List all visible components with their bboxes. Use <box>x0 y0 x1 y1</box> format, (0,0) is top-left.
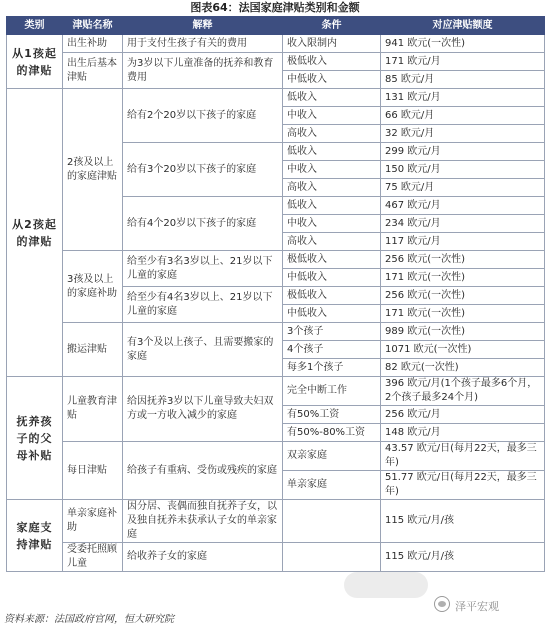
table-row <box>7 377 545 406</box>
amount-cell: 117 欧元/月 <box>381 233 545 251</box>
amount-cell: 941 欧元(一次性) <box>381 35 545 53</box>
source-note: 资料来源：法国政府官网，恒大研究院 <box>4 614 174 625</box>
category-cell: 从1孩起的津贴 <box>7 35 63 89</box>
amount-cell: 32 欧元/月 <box>381 125 545 143</box>
table-row <box>7 442 545 471</box>
amount-cell: 66 欧元/月 <box>381 107 545 125</box>
explanation-cell: 给有3个20岁以下孩子的家庭 <box>123 143 283 197</box>
allowance-name-cell: 搬运津贴 <box>63 323 123 377</box>
allowance-name-cell: 受委托照顾儿童 <box>63 543 123 572</box>
condition-cell: 高收入 <box>283 179 381 197</box>
allowance-table <box>6 16 545 572</box>
explanation-cell: 给孩子有重病、受伤或残疾的家庭 <box>123 442 283 500</box>
amount-cell: 299 欧元/月 <box>381 143 545 161</box>
explanation-cell: 给收养子女的家庭 <box>123 543 283 572</box>
allowance-name-cell: 出生补助 <box>63 35 123 53</box>
table-row <box>7 35 545 53</box>
header-allowance-name: 津贴名称 <box>63 17 123 35</box>
table-row <box>7 323 545 341</box>
header-category: 类别 <box>7 17 63 35</box>
wechat-icon <box>434 596 450 612</box>
allowance-name-cell: 3孩及以上的家庭补助 <box>63 251 123 323</box>
amount-cell: 75 欧元/月 <box>381 179 545 197</box>
condition-cell: 每多1个孩子 <box>283 359 381 377</box>
amount-cell: 171 欧元(一次性) <box>381 305 545 323</box>
explanation-cell: 给有2个20岁以下孩子的家庭 <box>123 89 283 143</box>
table-row <box>7 89 545 107</box>
header-explanation: 解释 <box>123 17 283 35</box>
amount-cell: 150 欧元/月 <box>381 161 545 179</box>
watermark-overlay <box>344 572 428 598</box>
condition-cell: 中收入 <box>283 215 381 233</box>
explanation-cell: 因分居、丧偶而独自抚养子女，以及独自抚养未获承认子女的单亲家庭 <box>123 500 283 543</box>
watermark-label: 泽平宏观 <box>455 600 499 613</box>
condition-cell: 有50%工资 <box>283 406 381 424</box>
amount-cell: 989 欧元(一次性) <box>381 323 545 341</box>
table-title: 图表64：法国家庭津贴类别和金额 <box>190 1 360 14</box>
explanation-cell: 为3岁以下儿童准备的抚养和教育费用 <box>123 53 283 89</box>
amount-cell: 1071 欧元(一次性) <box>381 341 545 359</box>
allowance-name-cell: 2孩及以上的家庭津贴 <box>63 89 123 251</box>
condition-cell: 极低收入 <box>283 53 381 71</box>
condition-cell: 4个孩子 <box>283 341 381 359</box>
condition-cell: 极低收入 <box>283 251 381 269</box>
amount-cell: 148 欧元/月 <box>381 424 545 442</box>
condition-cell <box>283 543 381 572</box>
condition-cell: 中低收入 <box>283 269 381 287</box>
explanation-cell: 给至少有4名3岁以上、21岁以下儿童的家庭 <box>123 287 283 323</box>
amount-cell: 51.77 欧元/日(每月22天，最多三年) <box>381 471 545 500</box>
condition-cell: 双亲家庭 <box>283 442 381 471</box>
condition-cell: 高收入 <box>283 125 381 143</box>
header-condition: 条件 <box>283 17 381 35</box>
condition-cell: 高收入 <box>283 233 381 251</box>
allowance-name-cell: 单亲家庭补助 <box>63 500 123 543</box>
condition-cell: 低收入 <box>283 89 381 107</box>
condition-cell: 完全中断工作 <box>283 377 381 406</box>
amount-cell: 396 欧元/月(1个孩子最多6个月，2个孩子最多24个月) <box>381 377 545 406</box>
explanation-cell: 给因抚养3岁以下儿童导致夫妇双方或一方收入减少的家庭 <box>123 377 283 442</box>
explanation-cell: 有3个及以上孩子、且需要搬家的家庭 <box>123 323 283 377</box>
amount-cell: 467 欧元/月 <box>381 197 545 215</box>
condition-cell: 中收入 <box>283 161 381 179</box>
explanation-cell: 给有4个20岁以下孩子的家庭 <box>123 197 283 251</box>
explanation-cell: 给至少有3名3岁以上、21岁以下儿童的家庭 <box>123 251 283 287</box>
condition-cell: 单亲家庭 <box>283 471 381 500</box>
amount-cell: 115 欧元/月/孩 <box>381 543 545 572</box>
condition-cell: 低收入 <box>283 197 381 215</box>
table-row <box>7 543 545 572</box>
allowance-name-cell: 每日津贴 <box>63 442 123 500</box>
condition-cell: 有50%-80%工资 <box>283 424 381 442</box>
allowance-name-cell: 出生后基本津贴 <box>63 53 123 89</box>
condition-cell: 极低收入 <box>283 287 381 305</box>
amount-cell: 131 欧元/月 <box>381 89 545 107</box>
table-row <box>7 53 545 71</box>
amount-cell: 256 欧元/月 <box>381 406 545 424</box>
condition-cell: 中收入 <box>283 107 381 125</box>
amount-cell: 256 欧元(一次性) <box>381 287 545 305</box>
amount-cell: 256 欧元(一次性) <box>381 251 545 269</box>
allowance-name-cell: 儿童教育津贴 <box>63 377 123 442</box>
amount-cell: 43.57 欧元/日(每月22天，最多三年) <box>381 442 545 471</box>
header-row <box>7 17 545 35</box>
condition-cell: 中低收入 <box>283 71 381 89</box>
amount-cell: 234 欧元/月 <box>381 215 545 233</box>
amount-cell: 171 欧元(一次性) <box>381 269 545 287</box>
category-cell: 从2孩起的津贴 <box>7 89 63 377</box>
amount-cell: 171 欧元/月 <box>381 53 545 71</box>
category-cell: 家庭支持津贴 <box>7 500 63 572</box>
amount-cell: 115 欧元/月/孩 <box>381 500 545 543</box>
condition-cell: 3个孩子 <box>283 323 381 341</box>
table-row <box>7 500 545 543</box>
condition-cell <box>283 500 381 543</box>
explanation-cell: 用于支付生孩子有关的费用 <box>123 35 283 53</box>
category-cell: 抚养孩子的父母补贴 <box>7 377 63 500</box>
header-amount: 对应津贴额度 <box>381 17 545 35</box>
table-row <box>7 251 545 269</box>
condition-cell: 收入限制内 <box>283 35 381 53</box>
condition-cell: 中低收入 <box>283 305 381 323</box>
amount-cell: 82 欧元(一次性) <box>381 359 545 377</box>
condition-cell: 低收入 <box>283 143 381 161</box>
amount-cell: 85 欧元/月 <box>381 71 545 89</box>
